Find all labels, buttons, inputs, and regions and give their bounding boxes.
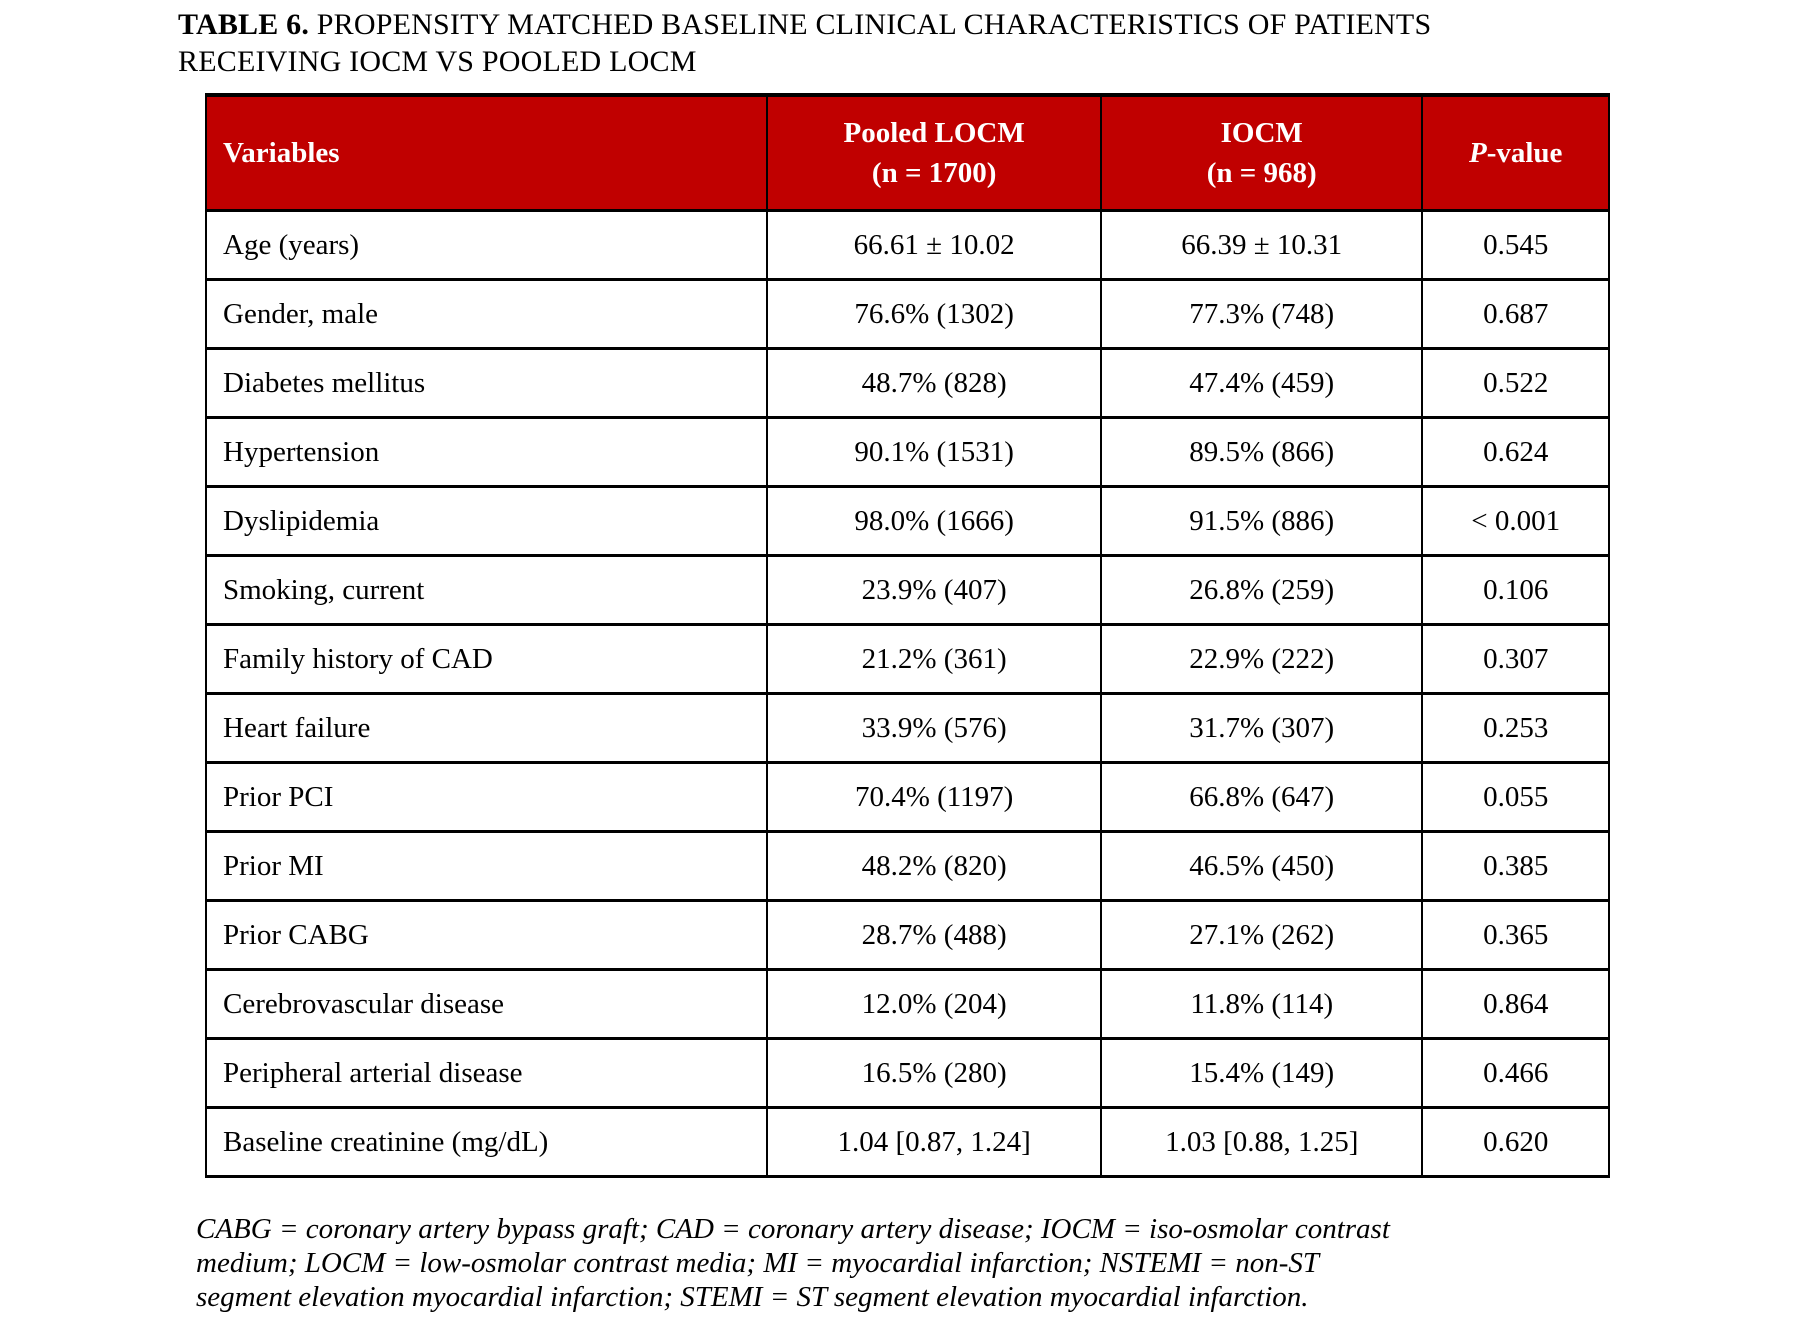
- pooled-locm-cell: 23.9% (407): [767, 556, 1101, 625]
- column-header-pooled-locm-label: Pooled LOCM: [843, 117, 1025, 149]
- column-header-iocm-n: (n = 968): [1206, 157, 1317, 189]
- variable-cell: Prior PCI: [206, 763, 767, 832]
- iocm-cell: 77.3% (748): [1101, 280, 1422, 349]
- variable-cell: Diabetes mellitus: [206, 349, 767, 418]
- iocm-cell: 26.8% (259): [1101, 556, 1422, 625]
- variable-cell: Prior MI: [206, 832, 767, 901]
- p-value-cell: < 0.001: [1422, 487, 1609, 556]
- iocm-cell: 1.03 [0.88, 1.25]: [1101, 1108, 1422, 1177]
- table-title-number: TABLE 6.: [178, 8, 310, 41]
- iocm-cell: 11.8% (114): [1101, 970, 1422, 1039]
- baseline-characteristics-table: [205, 93, 1610, 1178]
- footnote: CABG = coronary artery bypass graft; CAD = coronary artery disease; IOCM = iso-osmolar contrast medium; LOCM = low-osmolar contrast media; MI = myocardial infarction; NSTEMI = non-ST segment elevation myocardial infarction; STEMI = ST segment elevation myocardial infarction.: [196, 1213, 1390, 1313]
- column-header-p-rest: -value: [1486, 137, 1563, 169]
- table-title-line2: RECEIVING IOCM VS POOLED LOCM: [178, 45, 697, 78]
- table-row: [206, 349, 1609, 418]
- variable-cell: Hypertension: [206, 418, 767, 487]
- table-title-line1: PROPENSITY MATCHED BASELINE CLINICAL CHARACTERISTICS OF PATIENTS: [316, 8, 1432, 41]
- variable-cell: Baseline creatinine (mg/dL): [206, 1108, 767, 1177]
- iocm-cell: 66.8% (647): [1101, 763, 1422, 832]
- table-body: [206, 211, 1609, 1177]
- table-row: [206, 1108, 1609, 1177]
- pooled-locm-cell: 70.4% (1197): [767, 763, 1101, 832]
- column-header-iocm-label: IOCM: [1220, 117, 1303, 149]
- variable-cell: Smoking, current: [206, 556, 767, 625]
- table-row: [206, 556, 1609, 625]
- pooled-locm-cell: 1.04 [0.87, 1.24]: [767, 1108, 1101, 1177]
- p-value-cell: 0.545: [1422, 211, 1609, 280]
- table-row: [206, 832, 1609, 901]
- table-row: [206, 901, 1609, 970]
- variable-cell: Dyslipidemia: [206, 487, 767, 556]
- p-value-cell: 0.620: [1422, 1108, 1609, 1177]
- p-value-cell: 0.106: [1422, 556, 1609, 625]
- table-row: [206, 694, 1609, 763]
- pooled-locm-cell: 21.2% (361): [767, 625, 1101, 694]
- table-row: [206, 211, 1609, 280]
- p-value-cell: 0.253: [1422, 694, 1609, 763]
- column-header-p-italic: P: [1468, 137, 1487, 169]
- column-header-pooled-locm: [767, 95, 1101, 211]
- table-title: [178, 6, 1608, 80]
- pooled-locm-cell: 33.9% (576): [767, 694, 1101, 763]
- table-row: [206, 487, 1609, 556]
- p-value-cell: 0.055: [1422, 763, 1609, 832]
- p-value-cell: 0.385: [1422, 832, 1609, 901]
- p-value-cell: 0.687: [1422, 280, 1609, 349]
- column-header-pooled-locm-n: (n = 1700): [871, 157, 997, 189]
- table-row: [206, 280, 1609, 349]
- p-value-cell: 0.307: [1422, 625, 1609, 694]
- iocm-cell: 46.5% (450): [1101, 832, 1422, 901]
- pooled-locm-cell: 66.61 ± 10.02: [767, 211, 1101, 280]
- variable-cell: Gender, male: [206, 280, 767, 349]
- p-value-cell: 0.466: [1422, 1039, 1609, 1108]
- table-row: [206, 970, 1609, 1039]
- header-row: [206, 95, 1609, 211]
- p-value-cell: 0.864: [1422, 970, 1609, 1039]
- column-header-variables: [206, 95, 767, 211]
- variable-cell: Family history of CAD: [206, 625, 767, 694]
- pooled-locm-cell: 48.7% (828): [767, 349, 1101, 418]
- table-row: [206, 625, 1609, 694]
- iocm-cell: 66.39 ± 10.31: [1101, 211, 1422, 280]
- pooled-locm-cell: 48.2% (820): [767, 832, 1101, 901]
- iocm-cell: 22.9% (222): [1101, 625, 1422, 694]
- variable-cell: Peripheral arterial disease: [206, 1039, 767, 1108]
- iocm-cell: 47.4% (459): [1101, 349, 1422, 418]
- variable-cell: Heart failure: [206, 694, 767, 763]
- p-value-cell: 0.624: [1422, 418, 1609, 487]
- iocm-cell: 27.1% (262): [1101, 901, 1422, 970]
- table-header: [206, 95, 1609, 211]
- p-value-cell: 0.522: [1422, 349, 1609, 418]
- pooled-locm-cell: 98.0% (1666): [767, 487, 1101, 556]
- iocm-cell: 91.5% (886): [1101, 487, 1422, 556]
- column-header-iocm: [1101, 95, 1422, 211]
- p-value-cell: 0.365: [1422, 901, 1609, 970]
- column-header-variables-label: Variables: [223, 137, 340, 169]
- pooled-locm-cell: 16.5% (280): [767, 1039, 1101, 1108]
- pooled-locm-cell: 90.1% (1531): [767, 418, 1101, 487]
- variable-cell: Age (years): [206, 211, 767, 280]
- iocm-cell: 89.5% (866): [1101, 418, 1422, 487]
- variable-cell: Prior CABG: [206, 901, 767, 970]
- pooled-locm-cell: 76.6% (1302): [767, 280, 1101, 349]
- column-header-p-value: [1422, 95, 1609, 211]
- pooled-locm-cell: 12.0% (204): [767, 970, 1101, 1039]
- table-row: [206, 1039, 1609, 1108]
- pooled-locm-cell: 28.7% (488): [767, 901, 1101, 970]
- table-row: [206, 763, 1609, 832]
- iocm-cell: 15.4% (149): [1101, 1039, 1422, 1108]
- iocm-cell: 31.7% (307): [1101, 694, 1422, 763]
- variable-cell: Cerebrovascular disease: [206, 970, 767, 1039]
- table-row: [206, 418, 1609, 487]
